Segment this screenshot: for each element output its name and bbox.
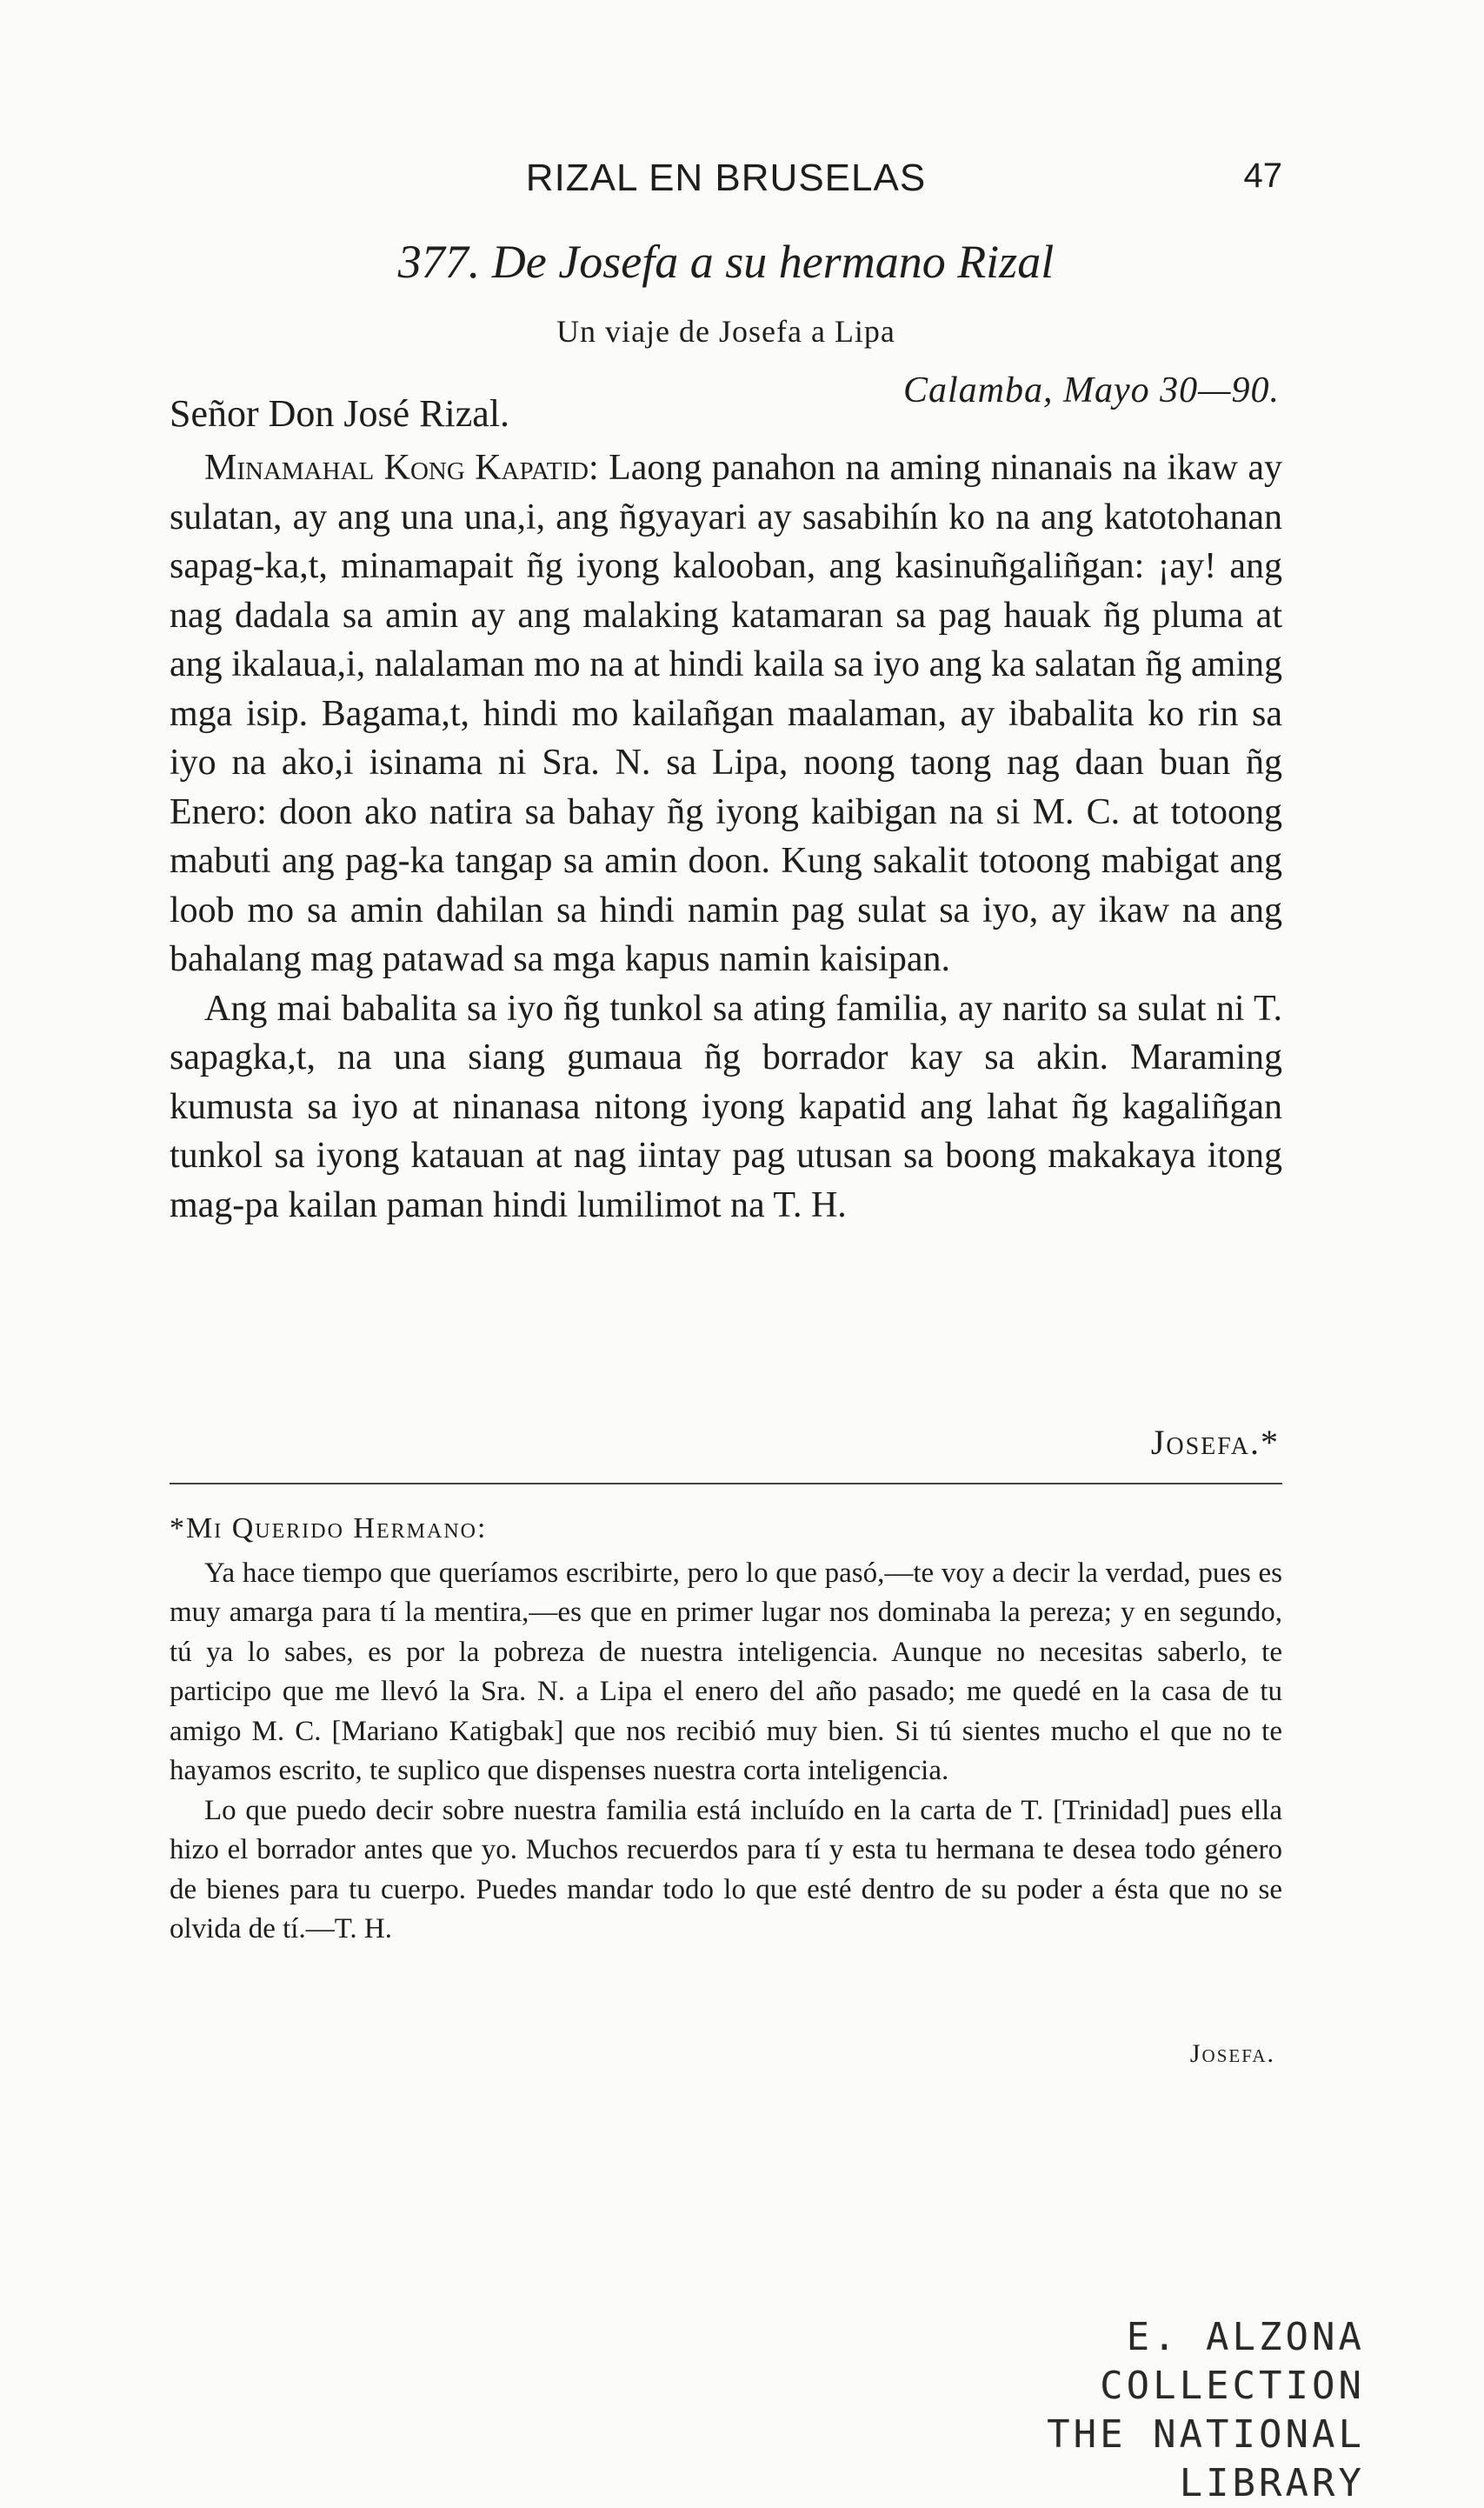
- letter-body: [170, 444, 1282, 1230]
- letter-signature: Josefa.*: [1150, 1423, 1280, 1462]
- stamp-line: THE NATIONAL LIBRARY: [1047, 2412, 1365, 2505]
- library-stamp: [878, 2313, 1365, 2508]
- footnote-heading: *Mi Querido Hermano:: [170, 1512, 488, 1544]
- letter-paragraph: Ang mai babalita sa iyo ñg tunkol sa ating familia, ay narito sa sulat ni T. sapagka,t, na una siang gumaua ñg borrador kay sa akin. Maraming kumusta sa iyo at ninanasa nitong iyong kapatid ang lahat ñg kagaliñgan tunkol sa iyong katauan at nag iintay pag utusan sa boong makakaya itong mag-pa kailan paman hindi lumilimot na T. H.: [170, 988, 1282, 1225]
- letter-subtitle: Un viaje de Josefa a Lipa: [556, 314, 895, 349]
- letter-paragraph: [170, 444, 1282, 984]
- letter-dateline: Calamba, Mayo 30—90.: [903, 370, 1280, 410]
- running-title: RIZAL EN BRUSELAS: [525, 157, 927, 199]
- footnote-divider: [170, 1483, 1282, 1484]
- footnote: [170, 1509, 1282, 1950]
- stamp-line: E. ALZONA COLLECTION: [1100, 2315, 1365, 2408]
- footnote-signature: Josefa.: [1189, 2039, 1275, 2068]
- letter-addressee: Señor Don José Rizal.: [170, 392, 510, 435]
- footnote-paragraph: Ya hace tiempo que queríamos escribirte, pero lo que pasó,—te voy a decir la verdad, pues es muy amarga para tí la mentira,—es que en primer lugar nos dominaba la pereza; y en segundo, tú ya lo sabes, es por la pobreza de nuestra inteligencia. Aunque no necesitas saberlo, te participo que me llevó la Sra. N. a Lipa el enero del año pasado; me quedé en la casa de tu amigo M. C. [Mariano Katigbak] que nos recibió muy bien. Si tú sientes mucho el que no te hayamos escrito, te suplico que dispenses nuestra corta inteligencia.: [170, 1557, 1282, 1786]
- letter-paragraph-text: Laong panahon na aming ninanais na ikaw ay sulatan, ay ang una una,i, ang ñgyayari ay sasabihín ko na ang katotohanan sapag-ka,t, minamapait ñg iyong kalooban, ang kasinuñgaliñgan: ¡ay! ang nag dadala sa amin ay ang malaking katamaran sa pag hauak ñg pluma at ang ikalaua,i, nalalaman mo na at hindi kaila sa iyo ang ka salatan ñg aming mga isip. Bagama,t, hindi mo kailañgan maalaman, ay ibabalita ko rin sa iyo na ako,i isinama ni Sra. N. sa Lipa, noong taong nag daan buan ñg Enero: doon ako natira sa bahay ñg iyong kaibigan na si M. C. at totoong mabuti ang pag-ka tangap sa amin doon. Kung sakalit totoong mabigat ang loob mo sa amin dahilan sa hindi namin pag sulat sa iyo, ay ikaw na ang bahalang mag patawad sa mga kapus namin kaisipan.: [170, 448, 1283, 979]
- letter-title: 377. De Josefa a su hermano Rizal: [397, 236, 1055, 288]
- running-head: [170, 157, 1282, 209]
- letter-salutation: Minamahal Kong Kapatid:: [204, 448, 599, 488]
- page-number: 47: [1243, 157, 1282, 195]
- footnote-paragraph: Lo que puedo decir sobre nuestra familia está incluído en la carta de T. [Trinidad] pues ella hizo el borrador antes que yo. Muchos recuerdos para tí y esta tu hermana te desea todo género de bienes para tu cuerpo. Puedes mandar todo lo que esté dentro de su poder a ésta que no se olvida de tí.—T. H.: [170, 1794, 1282, 1944]
